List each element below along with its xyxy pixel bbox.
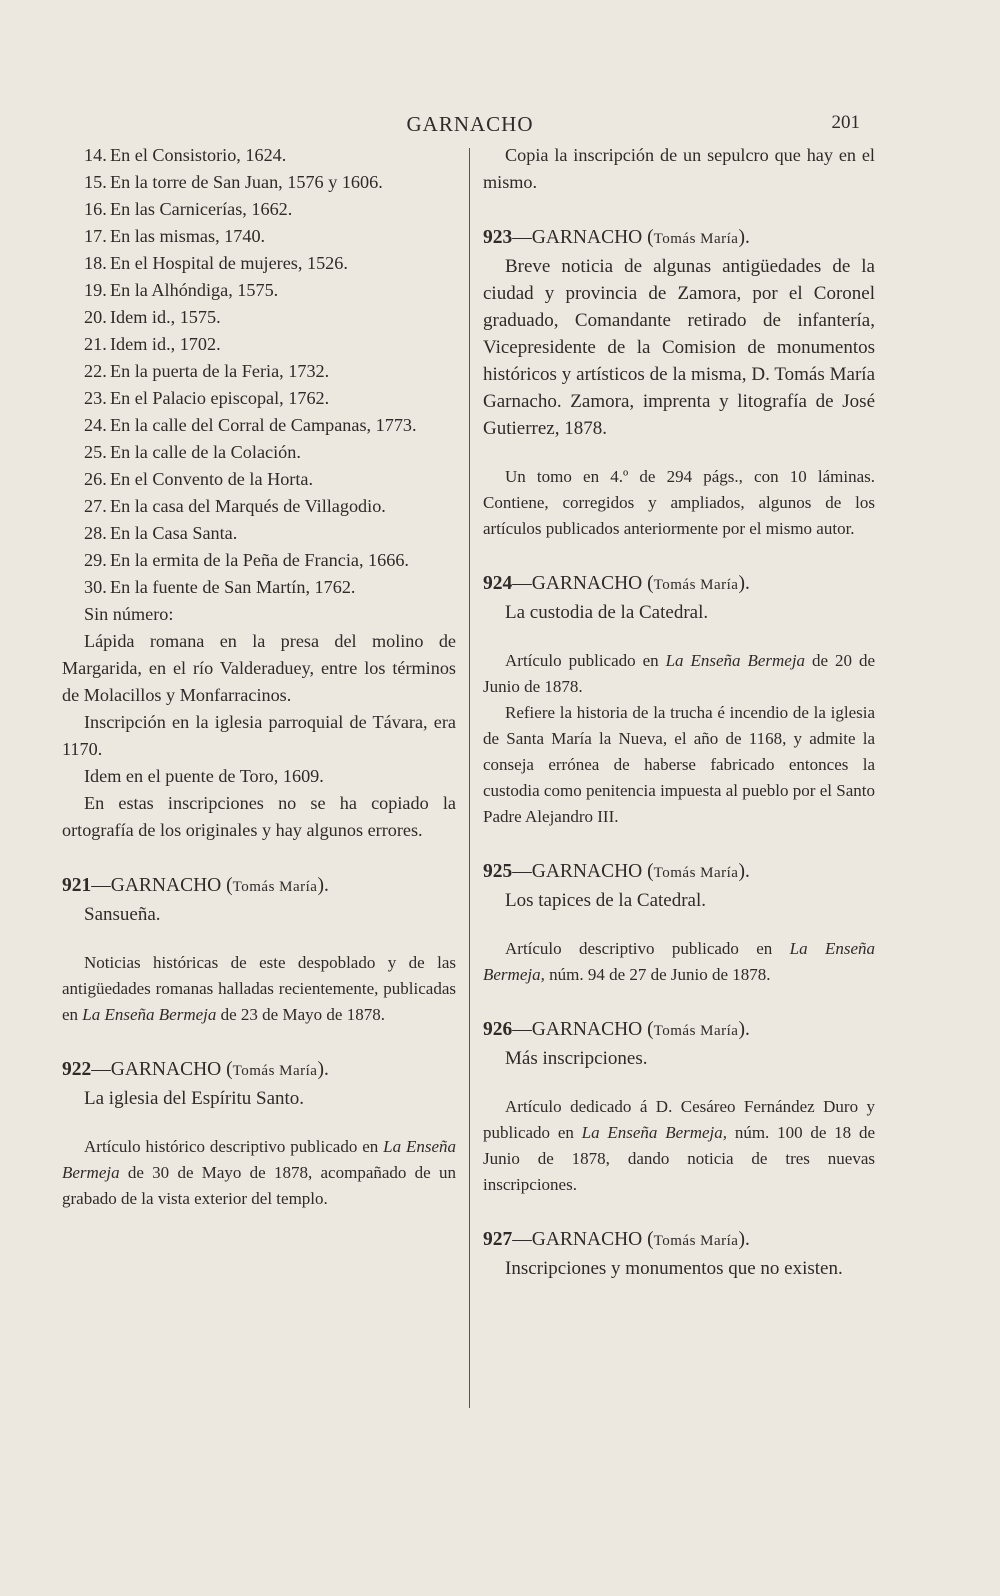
entry-note: Un tomo en 4.º de 294 págs., con 10 láminas. Contiene, corregidos y ampliados, algunos de los artículos publicados anteriormente por el mismo autor. (483, 467, 875, 538)
entry-note: Artículo dedicado á D. Cesáreo Fernández Duro y publicado en La Enseña Bermeja, núm. 100 de 18 de Junio de 1878, dando noticia de tres nuevas inscripciones. (483, 1097, 875, 1194)
inscription-list (62, 142, 456, 601)
left-column (62, 142, 456, 1212)
running-head (0, 112, 1000, 140)
list-item: 14. En el Consistorio, 1624. (84, 145, 287, 165)
entry-title: La iglesia del Espíritu Santo. (84, 1088, 305, 1109)
paragraph: En estas inscripciones no se ha copiado la ortografía de los originales y hay algunos errores. (62, 793, 456, 840)
entry-title: Sansueña. (84, 904, 161, 925)
entry-note: Artículo descriptivo publicado en La Enseña Bermeja, núm. 94 de 27 de Junio de 1878. (483, 939, 875, 984)
list-item: 18. En el Hospital de mujeres, 1526. (84, 253, 348, 273)
paragraph: Idem en el puente de Toro, 1609. (84, 766, 324, 786)
entry-title: Breve noticia de algunas antigüedades de la ciudad y provincia de Zamora, por el Coronel graduado, Comandante retirado de infantería, Vicepresidente de la Comision de monumentos históricos y artísticos de la misma, D. Tomás María Garnacho. Zamora, imprenta y litografía de José Gutierrez, 1878. (483, 256, 875, 439)
list-item: 24. En la calle del Corral de Campanas, 1773. (84, 415, 417, 435)
entry-title: Inscripciones y monumentos que no existen. (505, 1258, 843, 1279)
entry-heading: 926—GARNACHO (Tomás María). (483, 1019, 750, 1040)
list-item: 28. En la Casa Santa. (84, 523, 238, 543)
entry-note: Artículo publicado en La Enseña Bermeja de 20 de Junio de 1878. (483, 651, 875, 696)
list-item: 22. En la puerta de la Feria, 1732. (84, 361, 330, 381)
entry-note: Refiere la historia de la trucha é incendio de la iglesia de Santa María la Nueva, el año de 1168, y admite la conseja errónea de haberse fabricado entonces la custodia como penitencia impuesta al pueblo por el Santo Padre Alejandro III. (483, 703, 875, 826)
entry-921 (62, 872, 456, 1028)
entry-922 (62, 1056, 456, 1212)
entry-title: La custodia de la Catedral. (505, 602, 709, 623)
entry-925 (483, 858, 875, 988)
list-item: 25. En la calle de la Colación. (84, 442, 301, 462)
list-item: 29. En la ermita de la Peña de Francia, 1666. (84, 550, 409, 570)
paragraph: Copia la inscripción de un sepulcro que hay en el mismo. (483, 145, 875, 192)
entry-heading: 921—GARNACHO (Tomás María). (62, 875, 329, 896)
entry-heading: 927—GARNACHO (Tomás María). (483, 1229, 750, 1250)
paragraph: Inscripción en la iglesia parroquial de Távara, era 1170. (62, 712, 456, 759)
entry-heading: 923—GARNACHO (Tomás María). (483, 227, 750, 248)
entry-title: Más inscripciones. (505, 1048, 648, 1069)
entry-title: Los tapices de la Catedral. (505, 890, 707, 911)
paragraph: Lápida romana en la presa del molino de Margarida, en el río Valderaduey, entre los términos de Molacillos y Monfarracinos. (62, 631, 456, 705)
list-item: 21. Idem id., 1702. (84, 334, 221, 354)
running-title: GARNACHO (406, 112, 534, 136)
page-number: 201 (831, 112, 860, 133)
entry-926 (483, 1016, 875, 1198)
list-item: 19. En la Alhóndiga, 1575. (84, 280, 279, 300)
list-item: 17. En las mismas, 1740. (84, 226, 266, 246)
entry-923 (483, 224, 875, 542)
list-item: 20. Idem id., 1575. (84, 307, 221, 327)
sin-numero-label: Sin número: (84, 604, 174, 624)
entry-heading: 922—GARNACHO (Tomás María). (62, 1059, 329, 1080)
list-item: 26. En el Convento de la Horta. (84, 469, 314, 489)
list-item: 16. En las Carnicerías, 1662. (84, 199, 293, 219)
right-column (483, 142, 875, 1282)
entry-note: Noticias históricas de este despoblado y de las antigüedades romanas halladas recientemente, publicadas en La Enseña Bermeja de 23 de Mayo de 1878. (62, 953, 456, 1024)
list-item: 23. En el Palacio episcopal, 1762. (84, 388, 330, 408)
list-item: 15. En la torre de San Juan, 1576 y 1606. (84, 172, 383, 192)
entry-note: Artículo histórico descriptivo publicado en La Enseña Bermeja de 30 de Mayo de 1878, acompañado de un grabado de la vista exterior del templo. (62, 1137, 457, 1208)
entry-heading: 924—GARNACHO (Tomás María). (483, 573, 750, 594)
entry-927 (483, 1226, 875, 1282)
list-item: 30. En la fuente de San Martín, 1762. (84, 577, 356, 597)
list-item: 27. En la casa del Marqués de Villagodio. (84, 496, 386, 516)
column-divider (469, 148, 470, 1408)
entry-924 (483, 570, 875, 830)
entry-heading: 925—GARNACHO (Tomás María). (483, 861, 750, 882)
